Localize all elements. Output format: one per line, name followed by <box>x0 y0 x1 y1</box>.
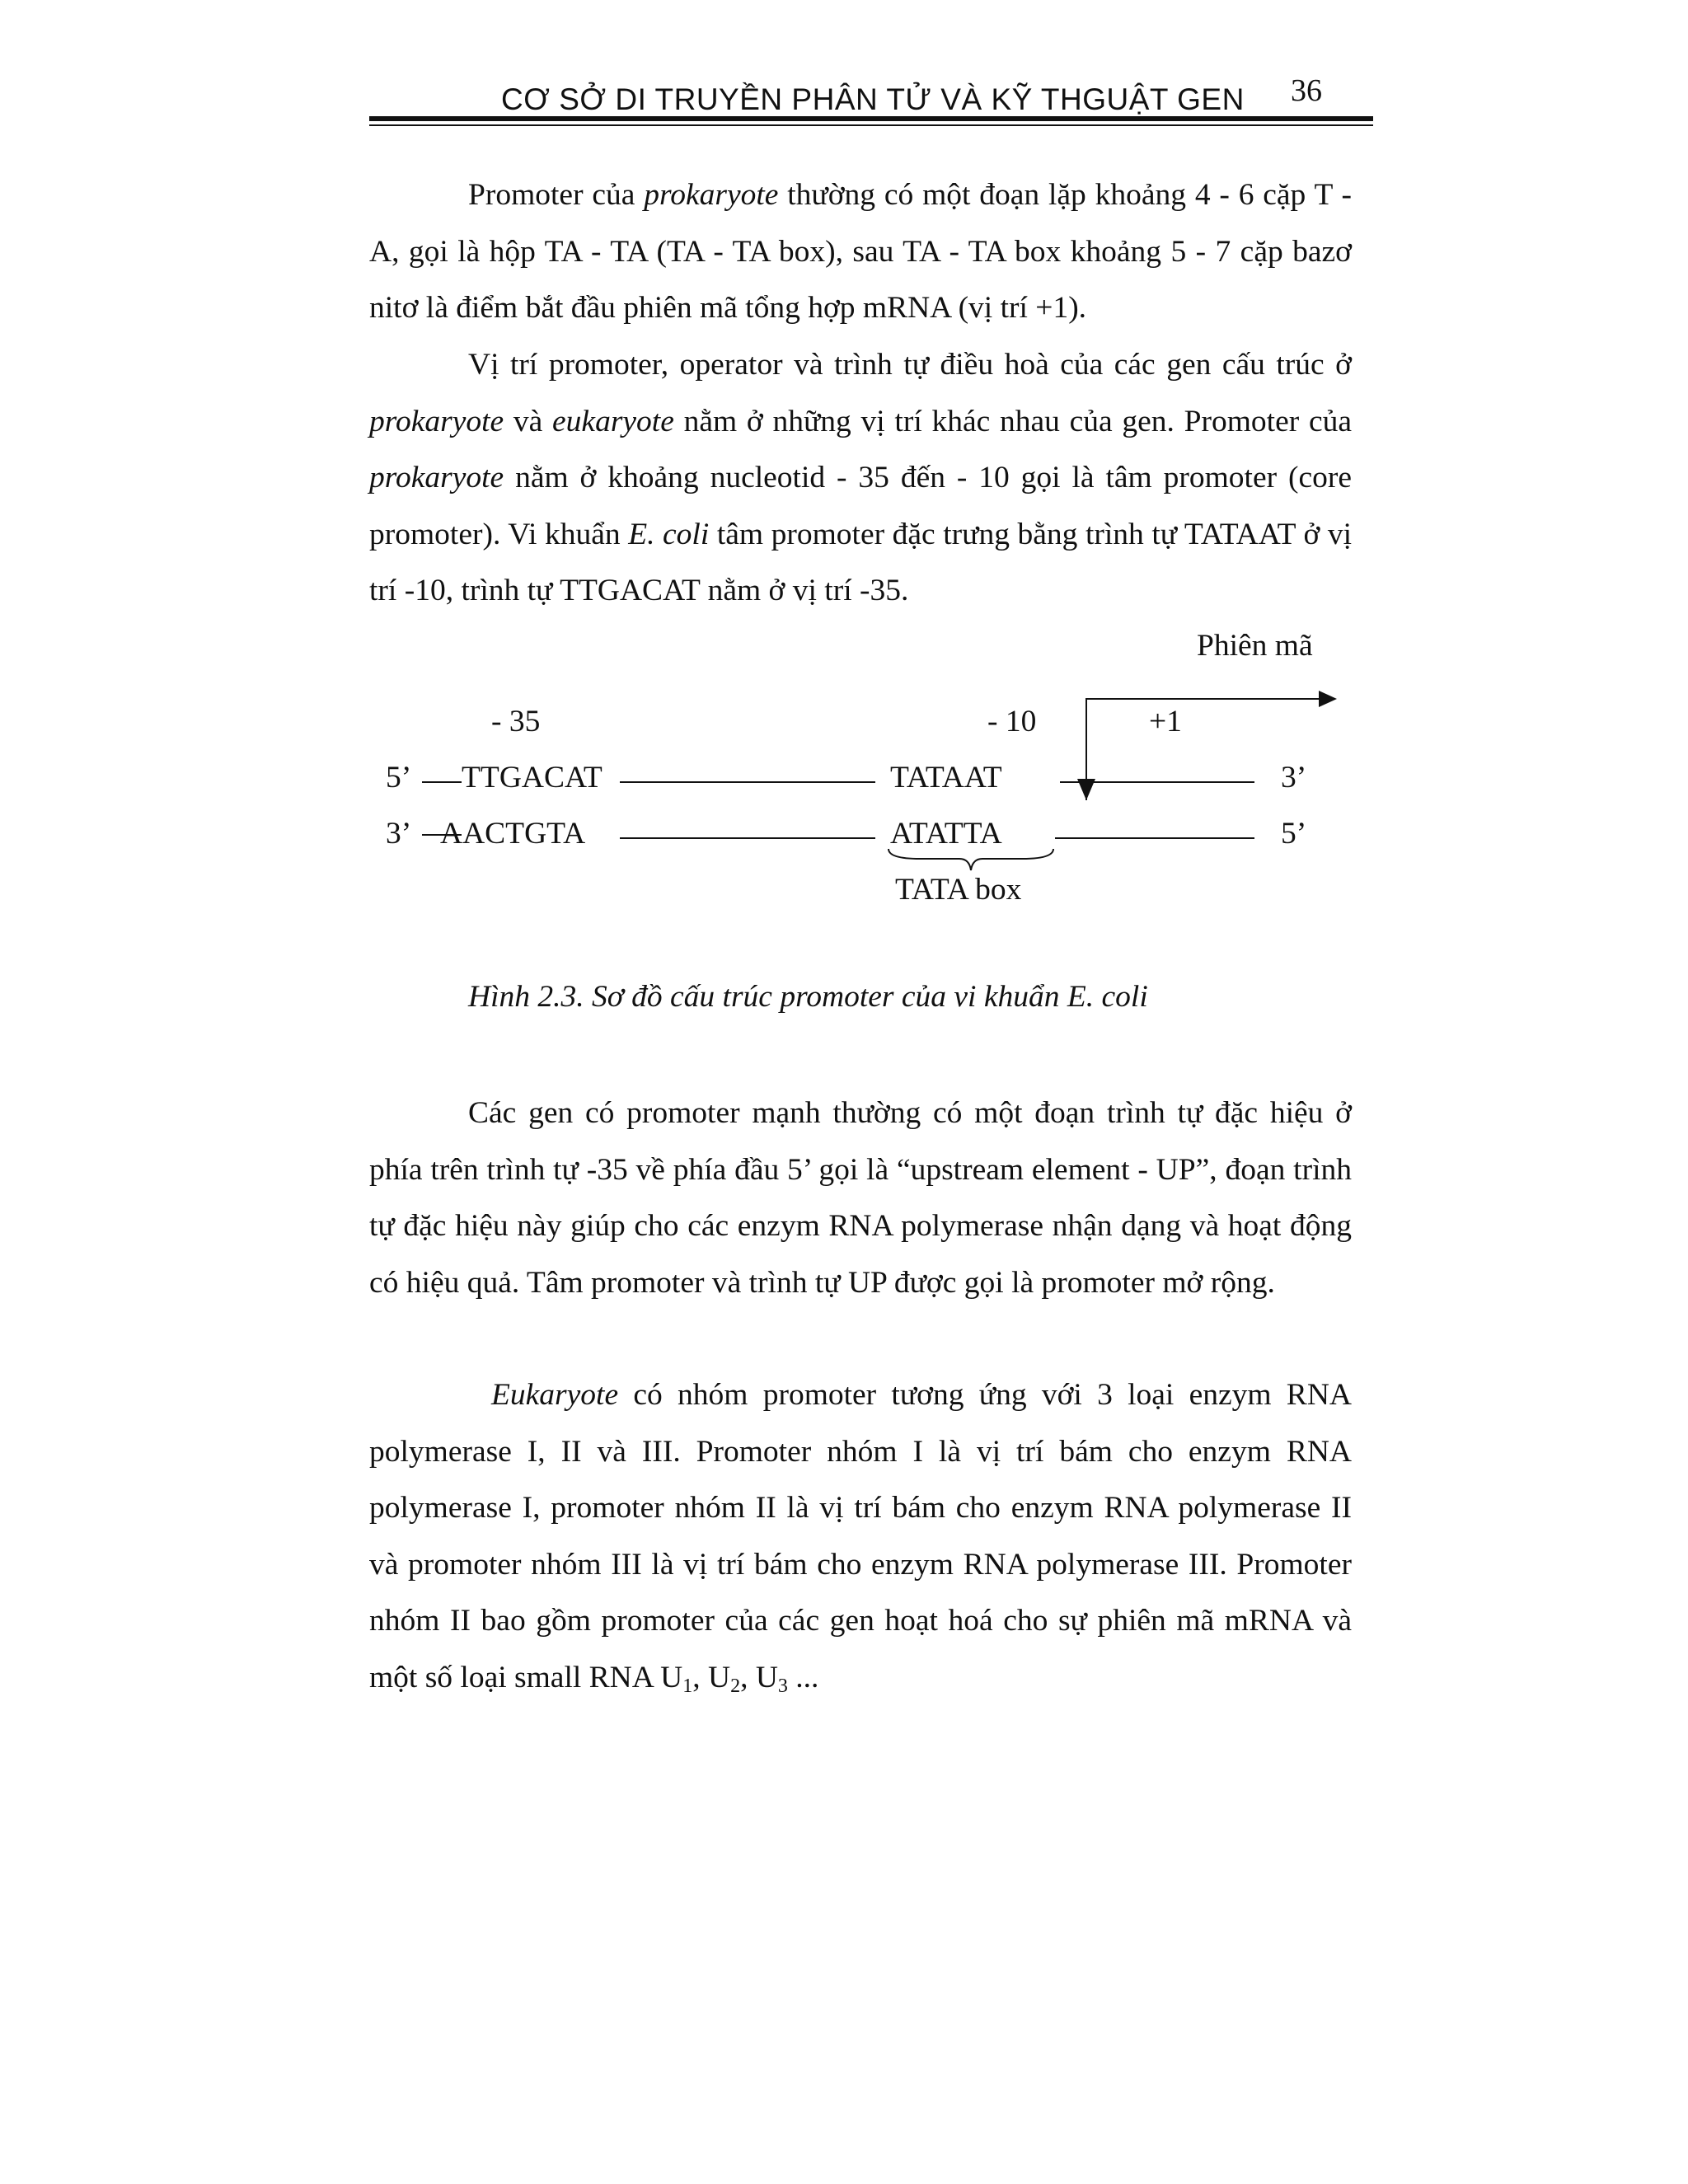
top-strand-dash <box>422 781 462 783</box>
top-strand-3prime: 3’ <box>1281 761 1307 794</box>
paragraph-2: Vị trí promoter, operator và trình tự điều hoà của các gen cấu trúc ở prokaryote và eukaryote nằm ở những vị trí khác nhau của gen. Promoter của prokaryote nằm ở khoảng nucleotid - 35 đến - 10 gọi là tâm promoter (core promoter). Vi khuẩn E. coli tâm promoter đặc trưng bằng trình tự TATAAT ở vị trí -10, trình tự TTGACAT nằm ở vị trí -35. <box>369 348 1353 607</box>
tata-box-label: TATA box <box>895 873 1022 907</box>
page-header <box>369 73 1373 130</box>
bottom-strand-minus10-seq: ATATTA <box>890 817 1002 851</box>
top-strand-downstream <box>1060 781 1254 783</box>
top-strand-minus10-seq: TATAAT <box>890 761 1002 794</box>
bottom-strand-minus35-seq: AACTGTA <box>440 817 586 851</box>
paragraph-3: Các gen có promoter mạnh thường có một đoạn trình tự đặc hiệu ở phía trên trình tự -35 về phía đầu 5’ gọi là “upstream element - UP”, đoạn trình tự đặc hiệu này giúp cho các enzym RNA polymerase nhận dạng và hoạt động có hiệu quả. Tâm promoter và trình tự UP được gọi là promoter mở rộng. <box>369 1096 1352 1300</box>
header-title: CƠ SỞ DI TRUYỀN PHÂN TỬ VÀ KỸ THGUẬT GEN <box>501 82 1245 116</box>
header-rule-thick <box>369 116 1373 121</box>
header-rule-thin <box>369 124 1373 126</box>
tata-box-brace <box>887 846 1055 874</box>
bottom-strand-downstream <box>1055 837 1254 839</box>
top-strand-minus35-seq: TTGACAT <box>462 761 603 794</box>
position-plus1: +1 <box>1149 705 1182 738</box>
figure-caption: Hình 2.3. Sơ đồ cấu trúc promoter của vi khuẩn E. coli <box>468 980 1148 1014</box>
top-strand-5prime: 5’ <box>386 761 412 794</box>
position-minus10: - 10 <box>987 705 1037 738</box>
transcription-arrow-shaft <box>1086 698 1322 700</box>
transcription-label: Phiên mã <box>1197 629 1313 663</box>
paragraph-1: Promoter của prokaryote thường có một đoạn lặp khoảng 4 - 6 cặp T - A, gọi là hộp TA - TA (TA - TA box), sau TA - TA box khoảng 5 - 7 cặp bazơ nitơ là điểm bắt đầu phiên mã tổng hợp mRNA (vị trí +1). <box>369 178 1352 325</box>
paragraph-4: Eukaryote có nhóm promoter tương ứng với 3 loại enzym RNA polymerase I, II và III. Promoter nhóm I là vị trí bám cho enzym RNA polymerase I, promoter nhóm II là vị trí bám cho enzym RNA polymerase II và promoter nhóm III là vị trí bám cho enzym RNA polymerase III. Promoter nhóm II bao gồm promoter của các gen hoạt hoá cho sự phiên mã mRNA và một số loại small RNA $U_1$, $U_2$, $U_3$ ... <box>369 1378 1352 1697</box>
page-number: 36 <box>1291 73 1322 108</box>
transcription-arrow-head-icon <box>1319 691 1337 707</box>
bottom-strand-5prime: 5’ <box>1281 817 1307 851</box>
promoter-diagram <box>0 610 1688 940</box>
top-strand-spacer <box>620 781 875 783</box>
bottom-strand-spacer <box>620 837 875 839</box>
position-minus35: - 35 <box>491 705 541 738</box>
bottom-strand-3prime: 3’ <box>386 817 412 851</box>
